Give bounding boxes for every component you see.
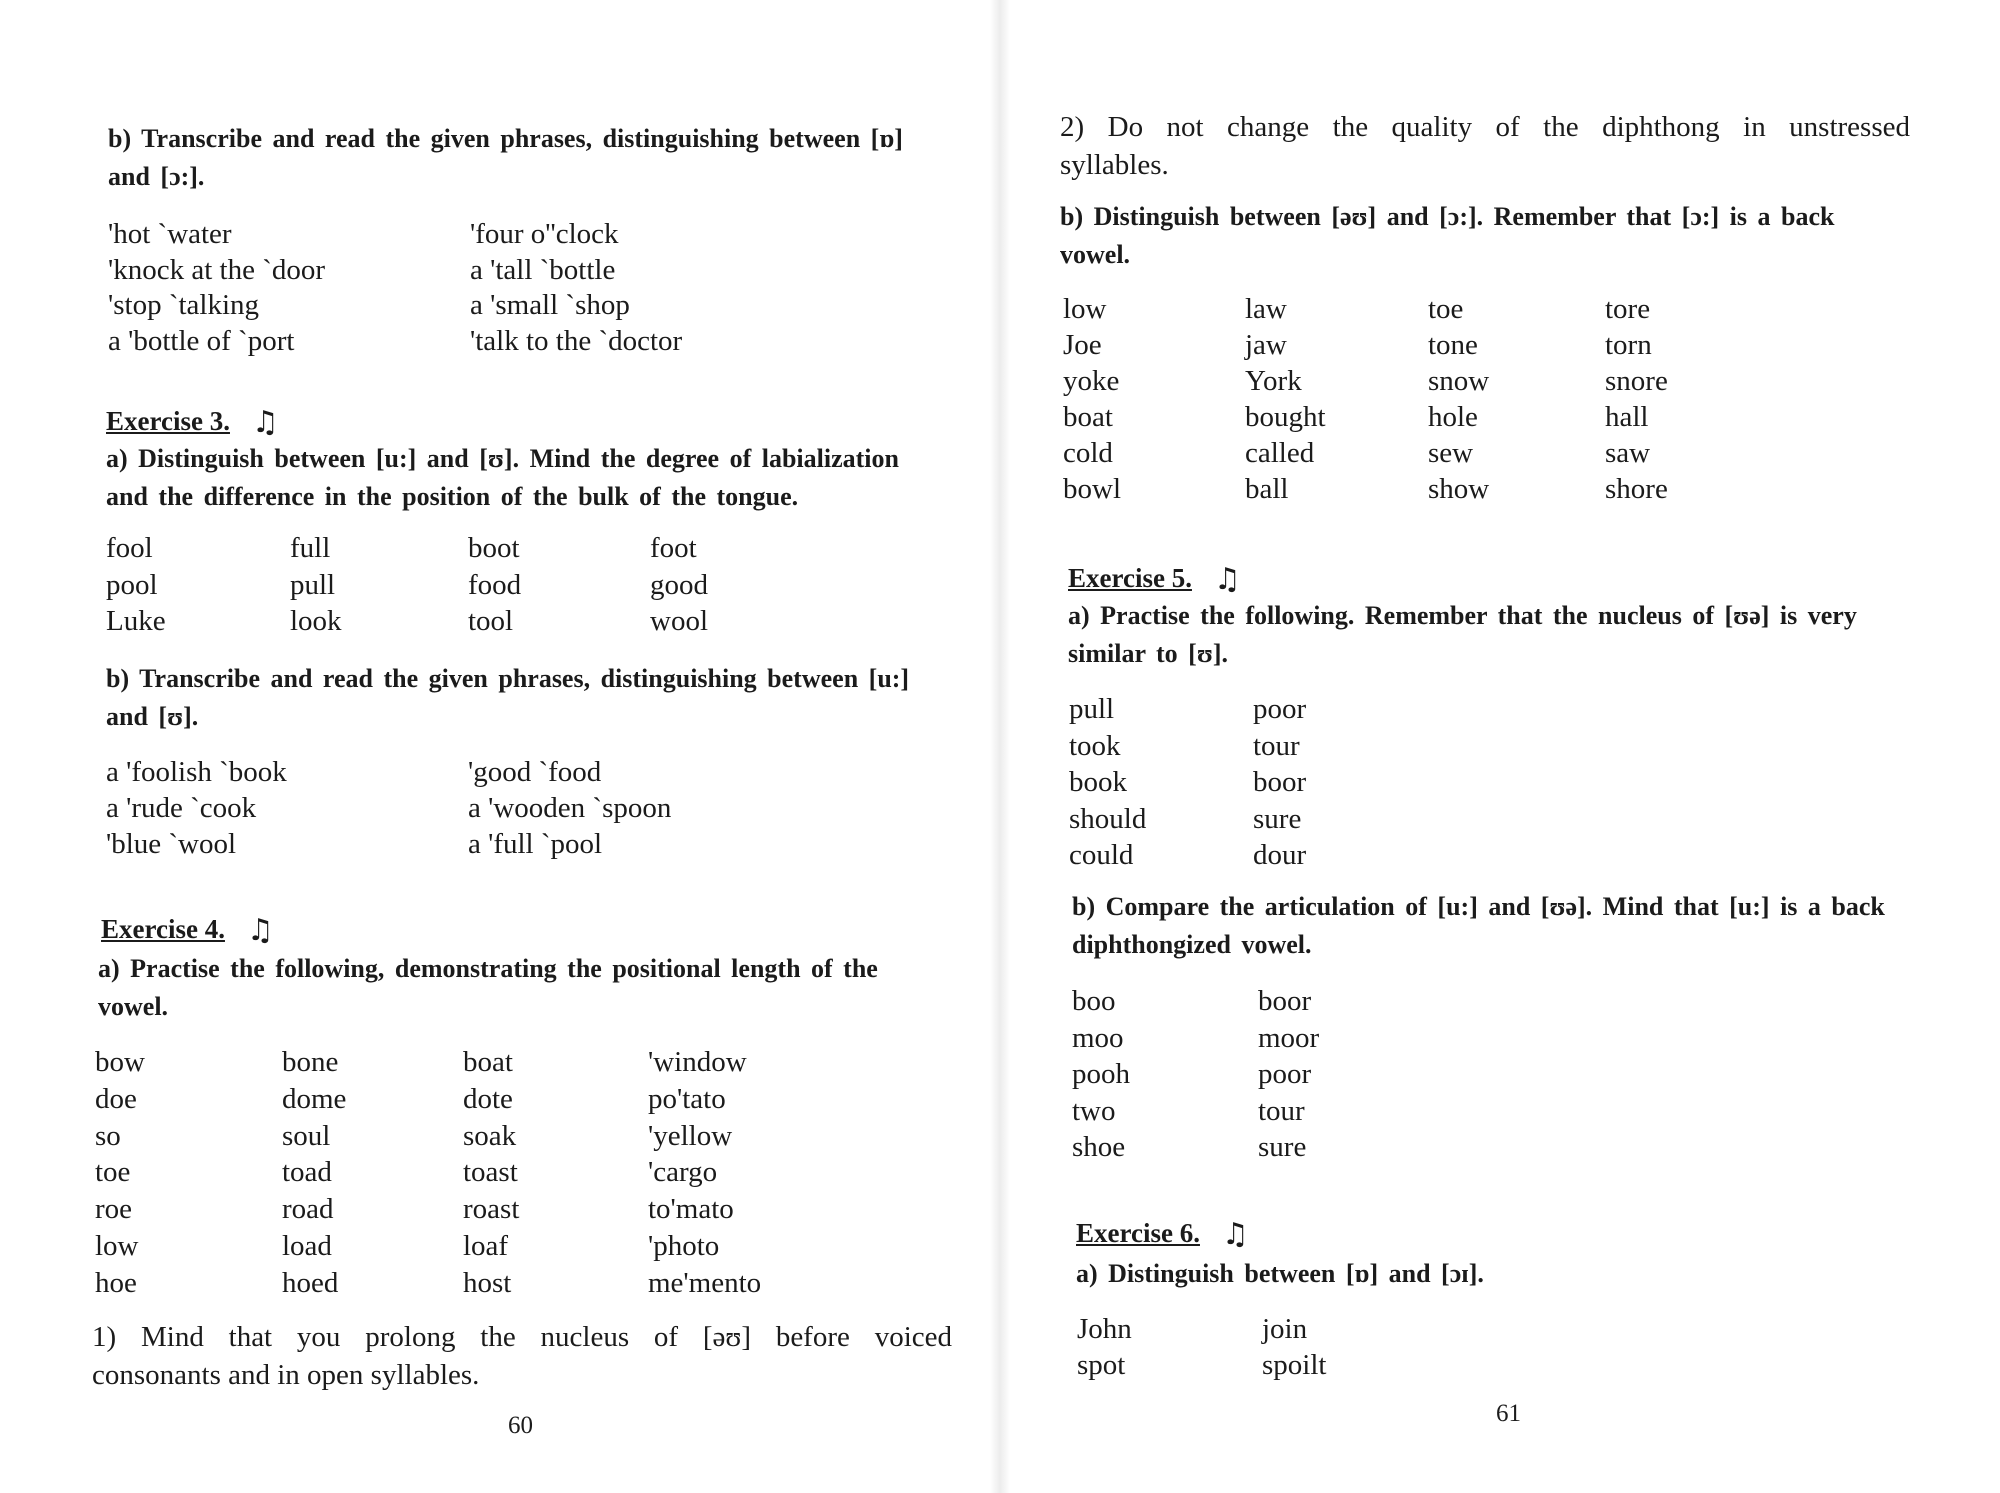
phrase: a 'tall ˋbottle: [470, 253, 616, 286]
word-cell: Luke: [106, 605, 166, 637]
word-cell: hall: [1605, 401, 1649, 433]
word-cell: cold: [1063, 437, 1113, 469]
word-cell: spoilt: [1262, 1349, 1327, 1381]
word-cell: hoed: [282, 1266, 339, 1299]
word-cell: food: [468, 568, 522, 601]
word-cell: spot: [1077, 1349, 1126, 1381]
word-cell: to'mato: [648, 1193, 734, 1226]
exercise-5b-instruction: b) Compare the articulation of [u:] and [ʊə]. Mind that [u:] is a back diphthongized vowel.: [1072, 892, 1885, 959]
word-cell: snore: [1605, 365, 1668, 397]
word-cell: pull: [290, 568, 336, 601]
word-cell: tool: [468, 605, 514, 637]
word-cell: moo: [1072, 1021, 1124, 1054]
exercise-6a-instruction: a) Distinguish between [ɒ] and [ɔɪ].: [1076, 1259, 1484, 1288]
word-cell: 'photo: [648, 1230, 720, 1262]
word-cell: foot: [650, 532, 697, 564]
word-cell: law: [1245, 293, 1287, 325]
phrase: a 'wooden ˋspoon: [468, 792, 672, 824]
word-cell: me'mento: [648, 1266, 762, 1299]
word-cell: poor: [1258, 1058, 1312, 1090]
note-1: 1) Mind that you prolong the nucleus of [əʊ] before voiced consonants and in open syllables.: [92, 1321, 952, 1391]
word-cell: doe: [95, 1082, 137, 1115]
exercise-6-title: Exercise 6.: [1076, 1218, 1200, 1248]
word-cell: tour: [1253, 729, 1300, 762]
word-cell: toe: [95, 1156, 131, 1189]
word-cell: saw: [1605, 437, 1651, 469]
word-cell: toast: [463, 1156, 518, 1189]
word-cell: tour: [1258, 1094, 1305, 1127]
phrase: 'blue ˋwool: [106, 828, 237, 860]
word-cell: sure: [1258, 1131, 1307, 1163]
word-cell: should: [1069, 802, 1147, 835]
word-cell: Joe: [1063, 329, 1102, 361]
exercise-5a-instruction: a) Practise the following. Remember that the nucleus of [ʊə] is very similar to [ʊ].: [1068, 601, 1857, 668]
word-cell: toe: [1428, 293, 1464, 325]
word-cell: pool: [106, 568, 158, 601]
exercise-4a-instruction: a) Practise the following, demonstrating the positional length of the vowel.: [98, 954, 878, 1021]
right-page: [1000, 0, 2000, 1493]
word-cell: boor: [1258, 985, 1312, 1017]
phrase: a 'small ˋshop: [470, 289, 630, 321]
word-cell: boor: [1253, 766, 1307, 798]
word-cell: poor: [1253, 693, 1307, 725]
exercise-4-heading: [101, 913, 274, 948]
word-cell: boat: [463, 1046, 513, 1078]
exercise-4-title: Exercise 4.: [101, 914, 225, 944]
word-cell: torn: [1605, 329, 1652, 361]
phrase: 'knock at the ˋdoor: [108, 253, 326, 286]
word-cell: full: [290, 532, 331, 564]
word-cell: soak: [463, 1119, 517, 1152]
phrase: 'good ˋfood: [468, 756, 602, 788]
exercise-6-heading: [1076, 1217, 1249, 1252]
word-cell: dote: [463, 1082, 513, 1115]
music-note-icon[interactable]: ♫: [1213, 562, 1241, 597]
word-cell: join: [1262, 1313, 1308, 1345]
word-cell: John: [1077, 1313, 1132, 1345]
phrase: a 'foolish ˋbook: [106, 756, 287, 788]
word-cell: 'cargo: [648, 1156, 718, 1189]
word-cell: low: [1063, 293, 1107, 325]
word-cell: could: [1069, 839, 1134, 871]
word-cell: called: [1245, 437, 1315, 469]
exercise-3-title: Exercise 3.: [106, 406, 230, 436]
word-cell: show: [1428, 473, 1490, 505]
word-cell: load: [282, 1230, 332, 1262]
phrase: 'talk to the ˋdoctor: [470, 324, 683, 357]
word-cell: tone: [1428, 329, 1478, 361]
exercise-3-heading: [106, 405, 279, 440]
exercise-3b-instruction: b) Transcribe and read the given phrases, distinguishing between [u:] and [ʊ].: [106, 664, 910, 731]
word-cell: hoe: [95, 1266, 137, 1299]
word-cell: soul: [282, 1119, 331, 1152]
word-cell: roast: [463, 1193, 520, 1226]
word-cell: bowl: [1063, 473, 1121, 505]
word-cell: toad: [282, 1156, 332, 1189]
exercise-4b-instruction: b) Distinguish between [əʊ] and [ɔ:]. Remember that [ɔ:] is a back vowel.: [1060, 202, 1835, 269]
word-cell: look: [290, 605, 342, 637]
word-cell: book: [1069, 766, 1127, 798]
page-number: 61: [1496, 1400, 1521, 1427]
word-cell: good: [650, 568, 708, 601]
music-note-icon[interactable]: ♫: [1221, 1217, 1249, 1252]
music-note-icon[interactable]: ♫: [251, 405, 279, 440]
word-cell: road: [282, 1193, 334, 1226]
word-cell: po'tato: [648, 1082, 726, 1115]
word-cell: took: [1069, 729, 1121, 762]
word-cell: shoe: [1072, 1131, 1126, 1163]
word-cell: low: [95, 1230, 139, 1262]
music-note-icon[interactable]: ♫: [246, 913, 274, 948]
word-cell: York: [1245, 365, 1302, 397]
note-2: 2) Do not change the quality of the diphthong in unstressed syllables.: [1060, 111, 1910, 181]
word-cell: bow: [95, 1046, 145, 1078]
word-cell: pull: [1069, 693, 1115, 725]
word-cell: yoke: [1063, 365, 1120, 397]
word-cell: sew: [1428, 437, 1474, 469]
word-cell: loaf: [463, 1230, 509, 1262]
exercise-2b-instruction: b) Transcribe and read the given phrases, distinguishing between [ɒ] and [ɔ:].: [108, 124, 903, 191]
word-cell: jaw: [1245, 329, 1287, 361]
phrase: a 'bottle of ˋport: [108, 324, 295, 357]
word-cell: sure: [1253, 802, 1302, 835]
exercise-5-title: Exercise 5.: [1068, 563, 1192, 593]
phrase: 'hot ˋwater: [108, 218, 232, 250]
word-cell: 'window: [648, 1046, 747, 1078]
phrase: a 'full ˋpool: [468, 828, 603, 860]
word-cell: fool: [106, 532, 153, 564]
word-cell: roe: [95, 1193, 133, 1226]
phrase: a 'rude ˋcook: [106, 792, 257, 824]
word-cell: tore: [1605, 293, 1651, 325]
word-cell: bought: [1245, 401, 1326, 433]
word-cell: dour: [1253, 839, 1307, 871]
word-cell: hole: [1428, 401, 1478, 433]
word-cell: bone: [282, 1046, 339, 1078]
phrase: 'stop ˋtalking: [108, 289, 260, 321]
word-cell: so: [95, 1119, 121, 1152]
exercise-3a-instruction: a) Distinguish between [u:] and [ʊ]. Mind the degree of labialization and the difference in the position of the bulk of the tongue.: [106, 444, 899, 511]
word-cell: two: [1072, 1094, 1116, 1127]
word-cell: moor: [1258, 1021, 1320, 1054]
word-cell: pooh: [1072, 1058, 1130, 1090]
word-cell: snow: [1428, 365, 1490, 397]
word-cell: boo: [1072, 985, 1116, 1017]
word-cell: ball: [1245, 473, 1289, 505]
word-cell: boot: [468, 532, 520, 564]
exercise-5-heading: [1068, 562, 1241, 597]
page-number: 60: [508, 1412, 533, 1439]
word-cell: boat: [1063, 401, 1113, 433]
word-cell: 'yellow: [648, 1119, 733, 1152]
phrase: 'four o''clock: [470, 218, 619, 250]
word-cell: shore: [1605, 473, 1668, 505]
word-cell: wool: [650, 605, 708, 637]
word-cell: dome: [282, 1082, 347, 1115]
word-cell: host: [463, 1266, 512, 1299]
